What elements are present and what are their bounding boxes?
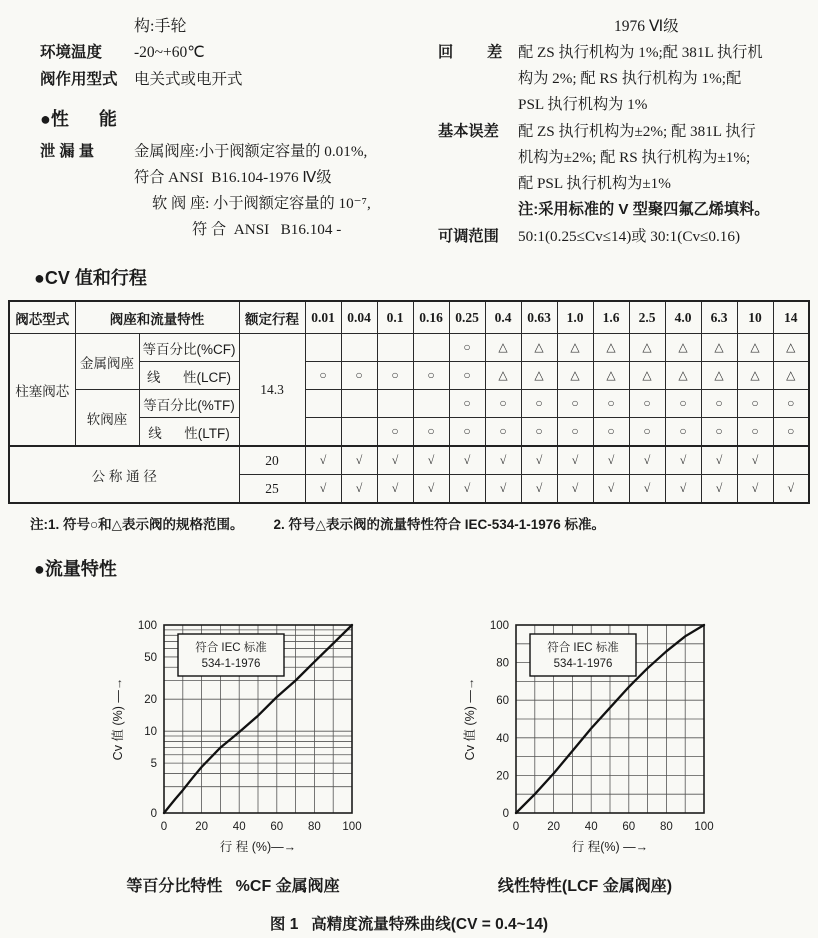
svg-text:40: 40 <box>496 732 509 745</box>
symbol-cell: ○ <box>413 362 449 390</box>
spec-label: 环境温度 <box>40 44 103 61</box>
header-cv-value: 2.5 <box>629 301 665 334</box>
symbol-cell <box>413 334 449 362</box>
symbol-cell: △ <box>737 334 773 362</box>
travel-cell: 14.3 <box>239 334 305 447</box>
leakage-label: 泄 漏 量 <box>40 143 95 160</box>
spec-line: 构:手轮 <box>134 18 187 35</box>
spec-value: -20~+60℃ <box>134 44 205 61</box>
symbol-cell: ○ <box>485 418 521 447</box>
check-cell: √ <box>449 446 485 475</box>
chart-caption: 线性特性(LCF 金属阀座) <box>497 878 673 895</box>
symbol-cell: △ <box>557 362 593 390</box>
svg-text:0: 0 <box>502 808 509 820</box>
symbol-cell: △ <box>737 362 773 390</box>
svg-text:20: 20 <box>195 821 208 833</box>
check-cell: √ <box>665 475 701 504</box>
svg-text:20: 20 <box>547 821 560 833</box>
symbol-cell: △ <box>521 334 557 362</box>
check-cell: √ <box>593 446 629 475</box>
spec-label: 阀作用型式 <box>40 71 118 88</box>
header-cv-value: 4.0 <box>665 301 701 334</box>
header-cv-value: 0.4 <box>485 301 521 334</box>
symbol-cell: ○ <box>413 418 449 447</box>
check-cell: √ <box>485 446 521 475</box>
symbol-cell: △ <box>629 362 665 390</box>
symbol-cell <box>341 334 377 362</box>
header-cv-value: 0.16 <box>413 301 449 334</box>
check-cell: √ <box>665 446 701 475</box>
check-cell: √ <box>773 475 809 504</box>
x-axis-label: 行 程 (%)—→ <box>219 840 297 854</box>
table-row <box>9 446 809 475</box>
cv-table <box>8 300 810 504</box>
check-cell: √ <box>485 475 521 504</box>
check-cell: √ <box>305 446 341 475</box>
check-cell: √ <box>413 446 449 475</box>
x-axis-label: 行 程(%) —→ <box>571 840 649 854</box>
check-cell: √ <box>629 475 665 504</box>
symbol-cell: ○ <box>377 418 413 447</box>
check-cell: √ <box>701 475 737 504</box>
dn-size-cell: 25 <box>239 475 305 504</box>
charts-row <box>0 611 818 896</box>
symbol-cell: ○ <box>449 362 485 390</box>
leakage-line: 金属阀座:小于阀额定容量的 0.01%, <box>134 143 368 160</box>
spec-entry-lines <box>518 224 812 250</box>
seat-cell: 金属阀座 <box>75 334 139 390</box>
characteristic-cell: 线 性(LCF) <box>139 362 239 390</box>
check-cell: √ <box>377 446 413 475</box>
check-cell: √ <box>593 475 629 504</box>
symbol-cell: ○ <box>449 390 485 418</box>
symbol-cell: ○ <box>773 390 809 418</box>
spec-value: 电关式或电开式 <box>134 71 243 88</box>
svg-text:40: 40 <box>232 821 246 833</box>
dn-label-cell: 公 称 通 径 <box>9 446 239 503</box>
symbol-cell: ○ <box>701 390 737 418</box>
header-rated-travel: 额定行程 <box>239 301 305 334</box>
symbol-cell <box>341 418 377 447</box>
spec-line: 构为 2%; 配 RS 执行机构为 1%;配 <box>518 70 742 87</box>
symbol-cell <box>377 334 413 362</box>
svg-text:80: 80 <box>660 821 673 833</box>
leakage-line: 软 阀 座: 小于阀额定容量的 10⁻⁷, <box>152 195 371 212</box>
symbol-cell: ○ <box>377 362 413 390</box>
spec-line: 配 ZS 执行机构为±2%; 配 381L 执行 <box>518 123 756 140</box>
header-cv-value: 1.0 <box>557 301 593 334</box>
symbol-cell <box>341 390 377 418</box>
header-cv-value: 14 <box>773 301 809 334</box>
header-seat-characteristic: 阀座和流量特性 <box>75 301 239 334</box>
symbol-cell: ○ <box>449 334 485 362</box>
header-cv-value: 1.6 <box>593 301 629 334</box>
svg-text:534-1-1976: 534-1-1976 <box>553 658 613 670</box>
header-cv-value: 0.04 <box>341 301 377 334</box>
check-cell: √ <box>557 475 593 504</box>
chart-block-linear <box>448 611 722 896</box>
spec-row-ambient-temp <box>6 39 408 66</box>
symbol-cell: ○ <box>665 418 701 447</box>
symbol-cell: ○ <box>521 390 557 418</box>
svg-text:5: 5 <box>150 758 157 771</box>
table-row <box>9 390 809 418</box>
spec-entry-rangeability <box>408 224 812 250</box>
spec-line: 1976 Ⅵ级 <box>614 18 679 35</box>
svg-text:0: 0 <box>150 808 157 820</box>
header-cv-value: 10 <box>737 301 773 334</box>
symbol-cell: △ <box>773 334 809 362</box>
symbol-cell: △ <box>593 362 629 390</box>
svg-text:40: 40 <box>584 821 598 833</box>
symbol-cell: △ <box>485 334 521 362</box>
table-row <box>9 334 809 362</box>
symbol-cell <box>413 390 449 418</box>
check-cell: √ <box>557 446 593 475</box>
check-cell: √ <box>737 446 773 475</box>
symbol-cell: △ <box>521 362 557 390</box>
svg-text:80: 80 <box>496 657 509 670</box>
plug-type-cell: 柱塞阀芯 <box>9 334 75 447</box>
symbol-cell <box>305 334 341 362</box>
svg-text:80: 80 <box>308 821 321 833</box>
header-cv-value: 0.1 <box>377 301 413 334</box>
symbol-cell: △ <box>485 362 521 390</box>
symbol-cell: △ <box>629 334 665 362</box>
symbol-cell: ○ <box>737 390 773 418</box>
symbol-cell: ○ <box>773 418 809 447</box>
symbol-cell: △ <box>773 362 809 390</box>
check-cell <box>773 446 809 475</box>
svg-text:100: 100 <box>137 620 157 632</box>
symbol-cell <box>305 418 341 447</box>
symbol-cell: ○ <box>629 418 665 447</box>
characteristic-cell: 等百分比(%CF) <box>139 334 239 362</box>
spec-label: 可调范围 <box>438 228 499 245</box>
cv-section-heading: ●CV 值和行程 <box>34 268 147 288</box>
spec-line: 配 PSL 执行机构为±1% <box>518 175 671 192</box>
spec-right-column <box>408 14 812 250</box>
performance-heading: ●性 能 <box>40 109 117 129</box>
svg-text:100: 100 <box>489 620 509 632</box>
y-axis-label: Cv 值 (%) —→ <box>463 677 477 761</box>
spec-entry-hysteresis <box>408 40 812 118</box>
svg-text:60: 60 <box>622 821 636 833</box>
symbol-cell: ○ <box>557 390 593 418</box>
check-cell: √ <box>521 446 557 475</box>
svg-text:100: 100 <box>694 821 714 833</box>
svg-text:20: 20 <box>496 770 509 783</box>
header-cv-value: 6.3 <box>701 301 737 334</box>
svg-text:60: 60 <box>270 821 284 833</box>
spec-line: 50:1(0.25≤Cv≤14)或 30:1(Cv≤0.16) <box>518 228 741 245</box>
check-cell: √ <box>521 475 557 504</box>
symbol-cell: ○ <box>485 390 521 418</box>
flow-section-heading: ●流量特性 <box>34 559 117 579</box>
y-axis-label: Cv 值 (%) —→ <box>111 677 125 761</box>
chart-block-equal-percentage <box>96 611 370 896</box>
svg-text:符合 IEC 标准: 符合 IEC 标准 <box>547 642 619 654</box>
symbol-cell: △ <box>665 334 701 362</box>
check-cell: √ <box>413 475 449 504</box>
symbol-cell: △ <box>701 334 737 362</box>
symbol-cell: ○ <box>701 418 737 447</box>
symbol-cell: ○ <box>305 362 341 390</box>
symbol-cell: △ <box>557 334 593 362</box>
symbol-cell: ○ <box>629 390 665 418</box>
svg-text:10: 10 <box>144 726 157 739</box>
symbol-cell: △ <box>701 362 737 390</box>
symbol-cell: ○ <box>557 418 593 447</box>
check-cell: √ <box>341 475 377 504</box>
svg-text:100: 100 <box>342 821 362 833</box>
symbol-cell: ○ <box>593 418 629 447</box>
svg-text:50: 50 <box>144 651 157 664</box>
spec-line: 配 ZS 执行机构为 1%;配 381L 执行机 <box>518 44 763 61</box>
header-cv-value: 0.01 <box>305 301 341 334</box>
header-cv-value: 0.63 <box>521 301 557 334</box>
chart-caption: 等百分比特性 %CF 金属阀座 <box>126 878 340 895</box>
spec-line: PSL 执行机构为 1% <box>518 96 648 113</box>
symbol-cell: △ <box>665 362 701 390</box>
leakage-block <box>6 139 408 243</box>
spec-entry-lines <box>518 119 812 223</box>
svg-text:20: 20 <box>144 694 157 707</box>
characteristic-cell: 等百分比(%TF) <box>139 390 239 418</box>
spec-left-column <box>6 14 408 250</box>
spec-row-valve-action <box>6 66 408 93</box>
spec-section <box>0 14 818 250</box>
symbol-cell: △ <box>593 334 629 362</box>
leakage-line: 符合 ANSI B16.104-1976 Ⅳ级 <box>134 169 332 186</box>
symbol-cell <box>305 390 341 418</box>
svg-text:符合 IEC 标准: 符合 IEC 标准 <box>195 642 267 654</box>
leakage-lines <box>134 139 371 243</box>
dn-size-cell: 20 <box>239 446 305 475</box>
spec-entry-lines <box>518 40 812 118</box>
symbol-cell: ○ <box>521 418 557 447</box>
svg-text:0: 0 <box>160 821 168 833</box>
seat-cell: 软阀座 <box>75 390 139 447</box>
symbol-cell: ○ <box>449 418 485 447</box>
check-cell: √ <box>305 475 341 504</box>
check-cell: √ <box>341 446 377 475</box>
equal-percentage-chart <box>96 611 370 861</box>
leakage-line: 符 合 ANSI B16.104 - <box>192 221 342 238</box>
spec-label: 基本误差 <box>438 123 499 140</box>
linear-chart <box>448 611 722 861</box>
symbol-cell: ○ <box>665 390 701 418</box>
check-cell: √ <box>377 475 413 504</box>
spec-label: 回 差 <box>438 44 503 61</box>
check-cell: √ <box>449 475 485 504</box>
spec-line: 机构为±2%; 配 RS 执行机构为±1%; <box>518 149 751 166</box>
header-plug-type: 阀芯型式 <box>9 301 75 334</box>
svg-text:0: 0 <box>512 821 520 833</box>
figure-caption: 图 1 高精度流量特殊曲线(CV = 0.4~14) <box>269 916 549 933</box>
symbol-cell: ○ <box>737 418 773 447</box>
table-row <box>9 301 809 334</box>
symbol-cell: ○ <box>593 390 629 418</box>
check-cell: √ <box>629 446 665 475</box>
symbol-cell: ○ <box>341 362 377 390</box>
svg-text:60: 60 <box>496 695 509 708</box>
symbol-cell <box>377 390 413 418</box>
header-cv-value: 0.25 <box>449 301 485 334</box>
spec-entry-basic-error <box>408 119 812 223</box>
characteristic-cell: 线 性(LTF) <box>139 418 239 447</box>
packing-note: 注:采用标准的 V 型聚四氟乙烯填料。 <box>518 201 770 218</box>
table-note: 注:1. 符号○和△表示阀的规格范围。 2. 符号△表示阀的流量特性符合 IEC-534-1-1976 标准。 <box>30 517 605 532</box>
check-cell: √ <box>737 475 773 504</box>
check-cell: √ <box>701 446 737 475</box>
svg-text:534-1-1976: 534-1-1976 <box>201 658 261 670</box>
